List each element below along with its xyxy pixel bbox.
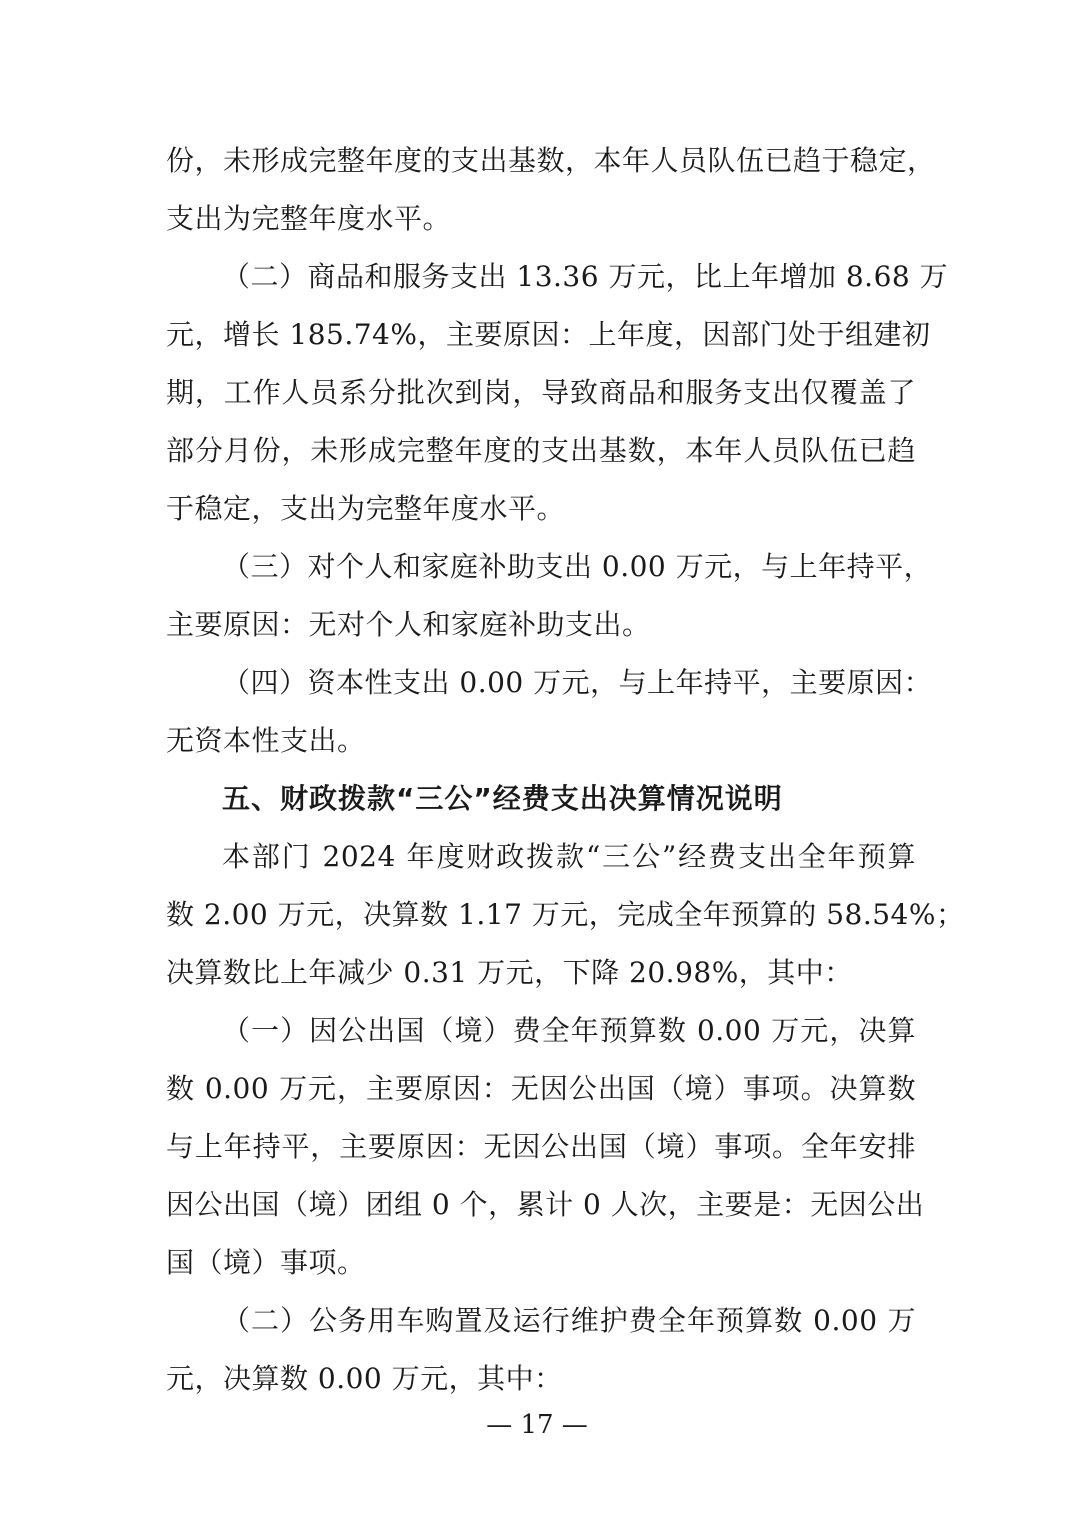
text-line: 份，未形成完整年度的支出基数，本年人员队伍已趋于稳定，	[166, 144, 936, 177]
paragraph-three-public-summary	[166, 828, 965, 1002]
paragraph-personnel-continued	[166, 132, 936, 248]
text-line: 主要原因：无对个人和家庭补助支出。	[166, 608, 651, 641]
paragraph-goods-services	[166, 248, 949, 538]
text-line: 支出为完整年度水平。	[166, 202, 452, 235]
text-line: 决算数比上年减少 0.31 万元，下降 20.98%，其中：	[166, 956, 853, 989]
paragraph-capital-expenditure	[166, 654, 933, 770]
text-line: 本部门 2024 年度财政拨款“三公”经费支出全年预算	[222, 840, 916, 873]
text-line: 部分月份，未形成完整年度的支出基数，本年人员队伍已趋	[166, 434, 916, 467]
paragraph-official-vehicles	[166, 1292, 916, 1408]
section-heading: 五、财政拨款“三公”经费支出决算情况说明	[222, 782, 783, 815]
text-line: 于稳定，支出为完整年度水平。	[166, 492, 566, 525]
text-line: （一）因公出国（境）费全年预算数 0.00 万元，决算	[222, 1014, 916, 1047]
text-line: （二）公务用车购置及运行维护费全年预算数 0.00 万	[222, 1304, 916, 1337]
text-line: 期，工作人员系分批次到岗，导致商品和服务支出仅覆盖了	[166, 376, 916, 409]
text-line: 元，决算数 0.00 万元，其中：	[166, 1362, 563, 1395]
text-line: （二）商品和服务支出 13.36 万元，比上年增加 8.68 万	[222, 260, 949, 293]
text-line: （三）对个人和家庭补助支出 0.00 万元，与上年持平，	[222, 550, 933, 583]
text-line: （四）资本性支出 0.00 万元，与上年持平，主要原因：	[222, 666, 933, 699]
text-line: 国（境）事项。	[166, 1246, 366, 1279]
text-line: 元，增长 185.74%，主要原因：上年度，因部门处于组建初	[166, 318, 931, 351]
paragraph-household-subsidy	[166, 538, 933, 654]
text-line: 数 2.00 万元，决算数 1.17 万元，完成全年预算的 58.54%；	[166, 898, 965, 931]
text-line: 与上年持平，主要原因：无因公出国（境）事项。全年安排	[166, 1130, 916, 1163]
text-line: 数 0.00 万元，主要原因：无因公出国（境）事项。决算数	[166, 1072, 916, 1105]
text-line: 无资本性支出。	[166, 724, 366, 757]
paragraph-overseas-travel	[166, 1002, 925, 1292]
body-text	[166, 132, 965, 1408]
text-line: 因公出国（境）团组 0 个，累计 0 人次，主要是：无因公出	[166, 1188, 925, 1221]
page-number: — 17 —	[486, 1410, 588, 1440]
